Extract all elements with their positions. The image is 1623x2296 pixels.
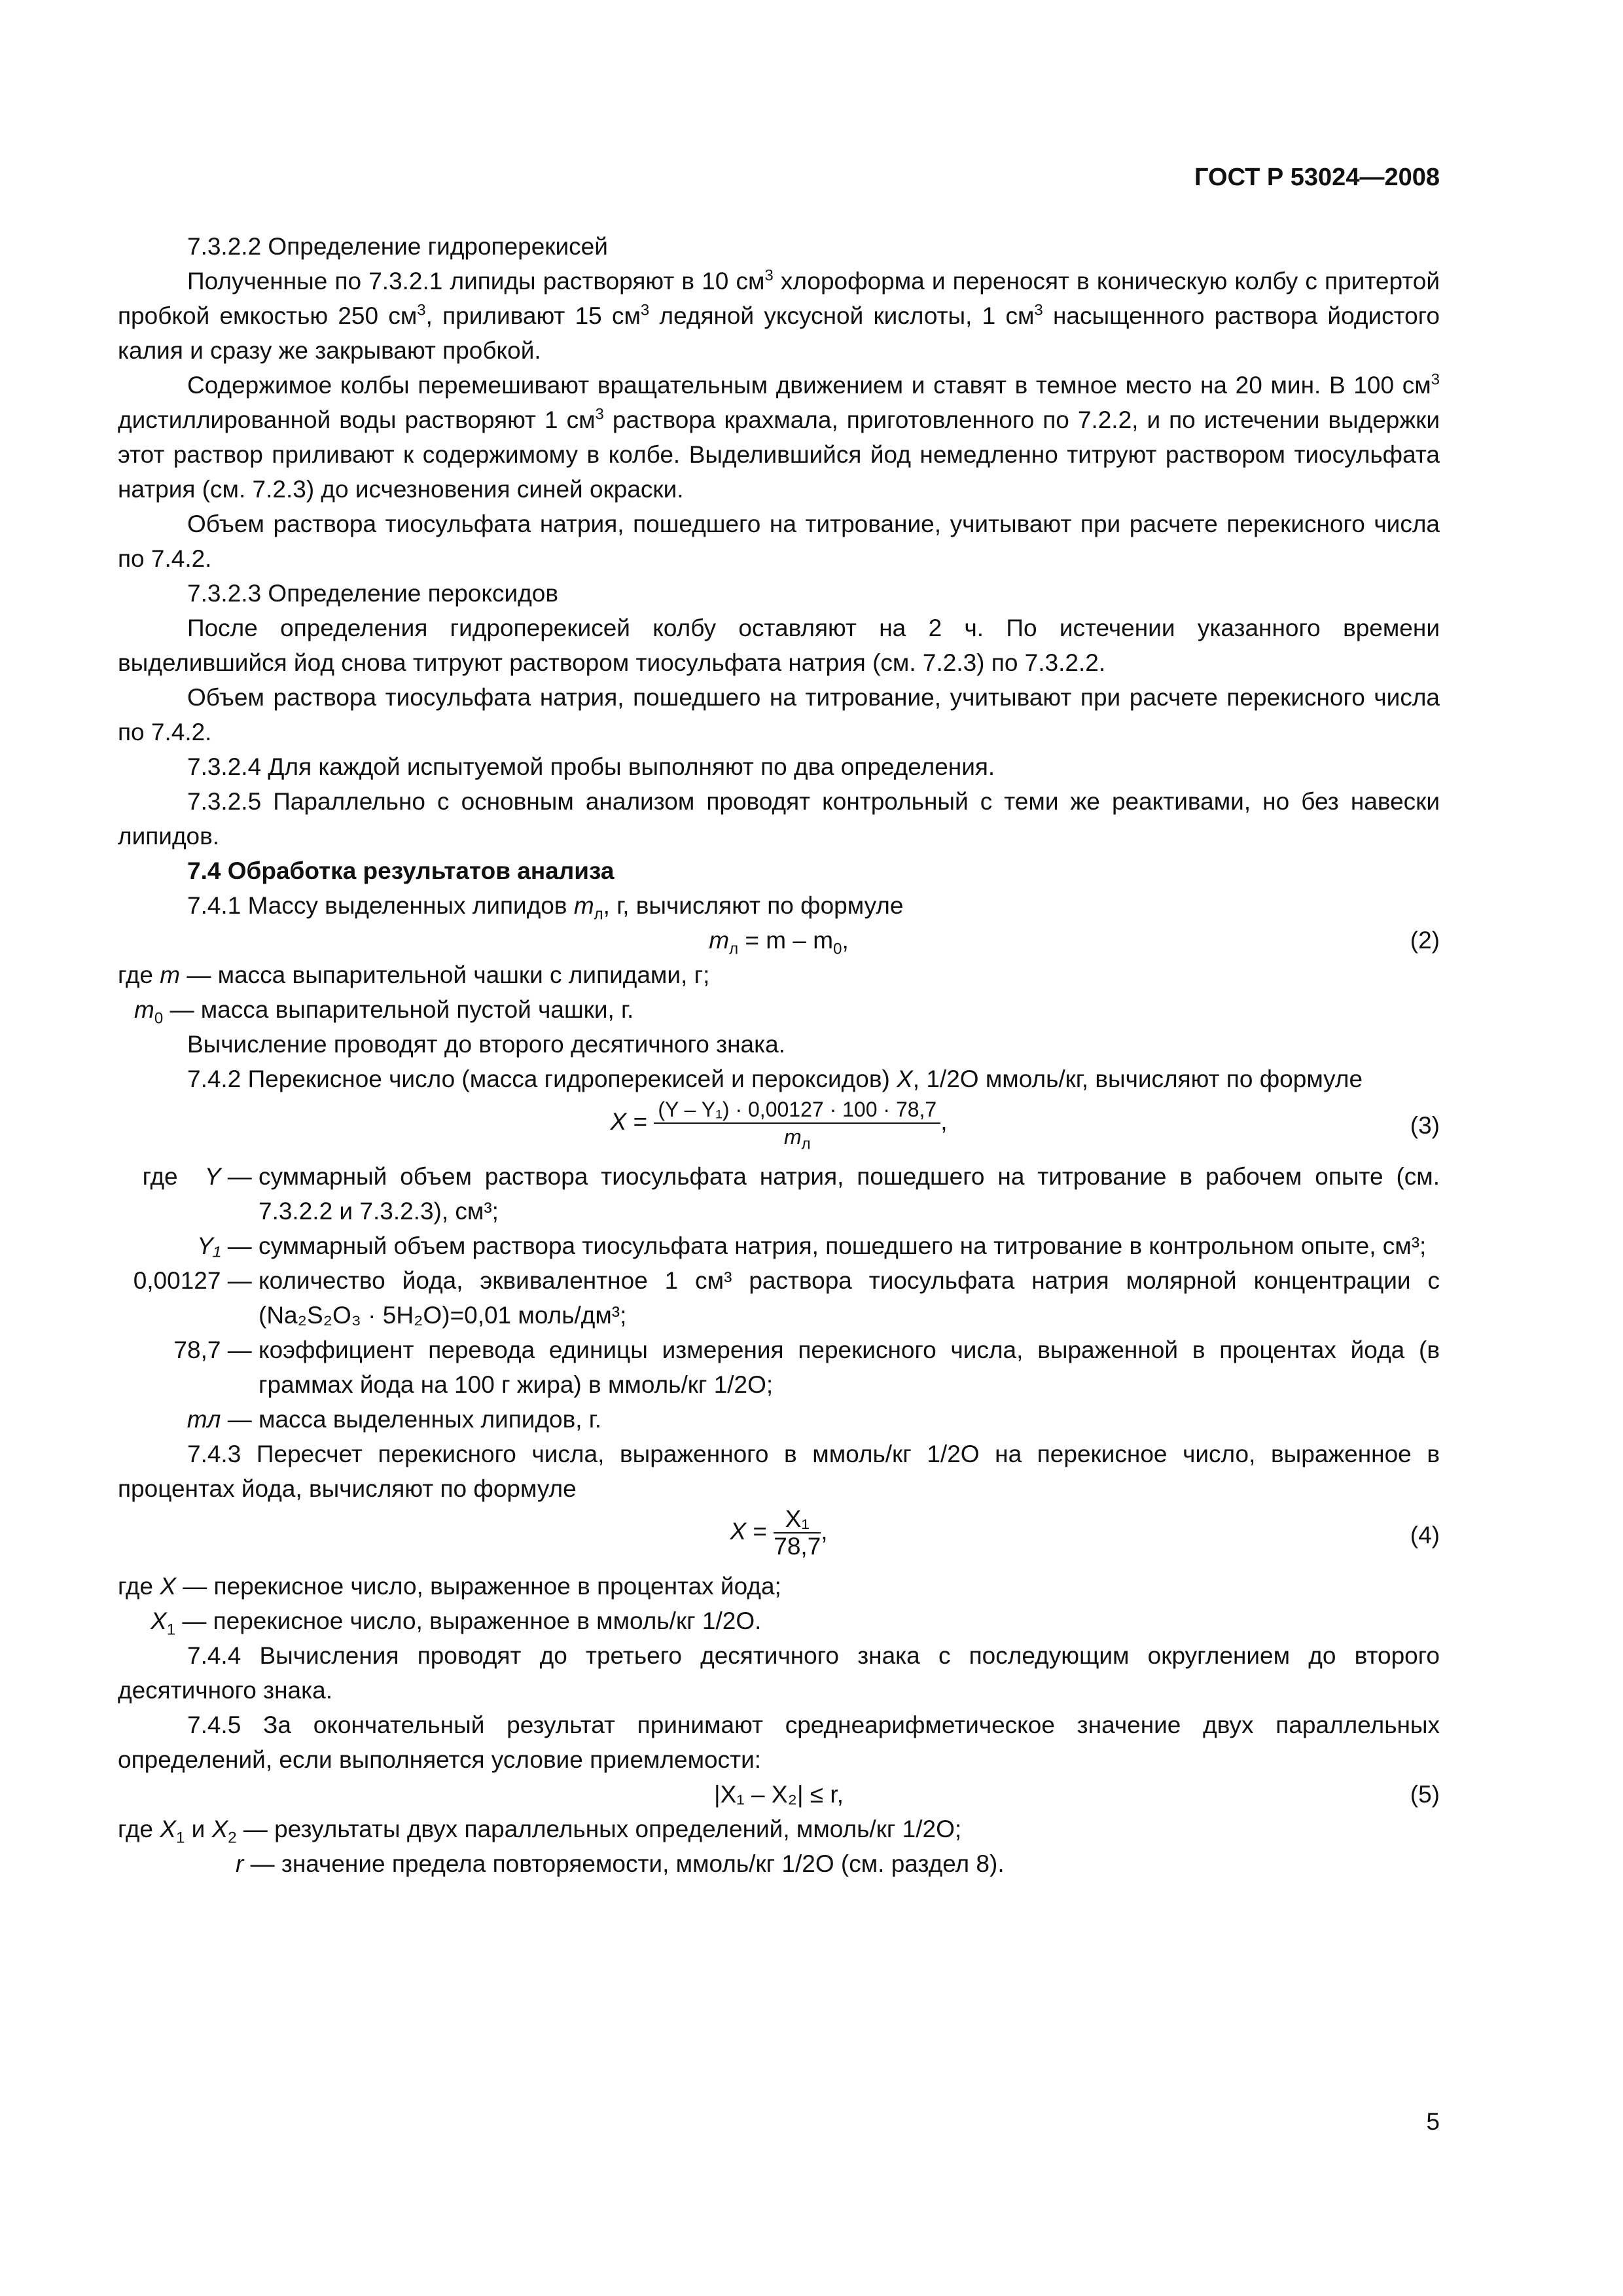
formula-4-denominator: 78,7 <box>774 1533 821 1560</box>
formula-3-number: (3) <box>1410 1112 1440 1139</box>
where-745-r: r — значение предела повторяемости, ммоль/кг 1/2О (см. раздел 8). <box>236 1850 1005 1877</box>
formula-4-numerator: X₁ <box>774 1506 821 1534</box>
clause-742: 7.4.2 Перекисное число (масса гидроперекисей и пероксидов) X, 1/2О ммоль/кг, вычисляют по формуле <box>187 1066 1363 1092</box>
formula-5 <box>118 1777 1440 1812</box>
clause-7323-para-b: Объем раствора тиосульфата натрия, пошедшего на титрование, учитывают при расчете перекисного числа по 7.4.2. <box>118 684 1440 745</box>
clause-7323-para-a: После определения гидроперекисей колбу оставляют на 2 ч. По истечении указанного времени выделившийся йод снова титруют раствором тиосульфата натрия (см. 7.2.3) по 7.3.2.2. <box>118 615 1440 676</box>
where-745-x1x2: где $X_1$ и $X_2$ — результаты двух параллельных определений, ммоль/кг 1/2О; <box>118 1816 962 1847</box>
clause-7322-para-c: Объем раствора тиосульфата натрия, пошедшего на титрование, учитывают при расчете перекисного числа по 7.4.2. <box>118 511 1440 572</box>
clause-741-calc: Вычисление проводят до второго десятичного знака. <box>187 1031 785 1058</box>
formula-3-expression: X = $\frac{\text{(Y – Y₁) · 0,00127 · 100 · 78,7}}{m_л}$ , <box>610 1098 948 1153</box>
where-743-x1: $X_1$ — перекисное число, выраженное в ммоль/кг 1/2О. <box>151 1607 762 1639</box>
formula-3 <box>118 1096 1440 1159</box>
formula-2 <box>118 923 1440 958</box>
definition-row: mл — масса выделенных липидов, г. <box>187 1406 602 1433</box>
clause-7322-para-b: Содержимое колбы перемешивают вращательным движением и ставят в темное место на 20 мин. В 100 $см^3$ дистиллированной воды растворяют 1 $см^3$ раствора крахмала, приготовленного по 7.2.2, и по истечении выдержки этот раствор приливают к содержимому в колбе. Выделившийся йод немедленно титруют раствором тиосульфата натрия (см. 7.2.3) до исчезновения синей окраски. <box>118 370 1440 503</box>
formula-5-number: (5) <box>1410 1781 1440 1808</box>
clause-741: 7.4.1 Массу выделенных липидов $m_л$, г, вычисляют по формуле <box>187 892 904 924</box>
clause-7325: 7.3.2.5 Параллельно с основным анализом проводят контрольный с теми же реактивами, но без навески липидов. <box>118 788 1440 850</box>
standard-header: ГОСТ Р 53024—2008 <box>1194 164 1440 191</box>
definition-row: 0,00127 — количество йода, эквивалентное 1 см³ раствора тиосульфата натрия молярной концентрации c (Na₂S₂O₃ · 5H₂O)=0,01 моль/дм³; <box>133 1267 1440 1329</box>
definitions-742 <box>118 1159 1440 1437</box>
clause-7324: 7.3.2.4 Для каждой испытуемой пробы выполняют по два определения. <box>187 753 995 780</box>
clause-7323-title: 7.3.2.3 Определение пероксидов <box>187 580 559 607</box>
definition-row: где Y — суммарный объем раствора тиосульфата натрия, пошедшего на титрование в рабочем опыте (см. 7.3.2.2 и 7.3.2.3), см³; <box>142 1163 1440 1225</box>
clause-7322-title: 7.3.2.2 Определение гидроперекисей <box>187 233 608 260</box>
formula-4-expression: X = $\frac{\text{X₁}}{78,7}$ , <box>730 1505 828 1560</box>
where-741-m: где m — масса выпарительной чашки с липидами, г; <box>118 961 710 988</box>
formula-3-numerator: (Y – Y₁) · 0,00127 · 100 · 78,7 <box>654 1096 940 1124</box>
definition-row: 78,7 — коэффициент перевода единицы измерения перекисного числа, выраженной в процентах йода (в граммах йода на 100 г жира) в ммоль/кг 1/2О; <box>173 1336 1440 1398</box>
formula-5-expression: |X₁ – X₂| ≤ r, <box>714 1781 844 1808</box>
formula-4 <box>118 1506 1440 1569</box>
definition-row: Y₁ — суммарный объем раствора тиосульфата натрия, пошедшего на титрование в контрольном опыте, см³; <box>197 1232 1427 1259</box>
formula-2-number: (2) <box>1410 927 1440 954</box>
formula-4-number: (4) <box>1410 1522 1440 1549</box>
clause-744: 7.4.4 Вычисления проводят до третьего десятичного знака с последующим округлением до второго десятичного знака. <box>118 1642 1440 1704</box>
formula-2-expression: $m_л = m - m_0$, <box>709 927 849 958</box>
section-74-title: 7.4 Обработка результатов анализа <box>187 857 615 884</box>
where-741-m0: $m_0$ — масса выпарительной пустой чашки, г. <box>134 996 634 1028</box>
clause-745: 7.4.5 За окончательный результат принимают среднеарифметическое значение двух параллельных определений, если выполняется условие приемлемости: <box>118 1712 1440 1773</box>
page-number: 5 <box>1426 2108 1440 2135</box>
document-body <box>118 229 1440 1881</box>
formula-3-denominator: $m_л$ <box>783 1125 811 1153</box>
clause-7322-para-a: Полученные по 7.3.2.1 липиды растворяют в 10 $см^3$ хлороформа и переносят в коническую колбу с притертой пробкой емкостью 250 $см^3$, приливают 15 $см^3$ ледяной уксусной кислоты, 1 $см^3$ насыщенного раствора йодистого калия и сразу же закрывают пробкой. <box>118 266 1440 364</box>
where-743-x: где X — перекисное число, выраженное в процентах йода; <box>118 1573 781 1600</box>
clause-743: 7.4.3 Пересчет перекисного числа, выраженного в ммоль/кг 1/2О на перекисное число, выраженное в процентах йода, вычисляют по формуле <box>118 1441 1440 1502</box>
